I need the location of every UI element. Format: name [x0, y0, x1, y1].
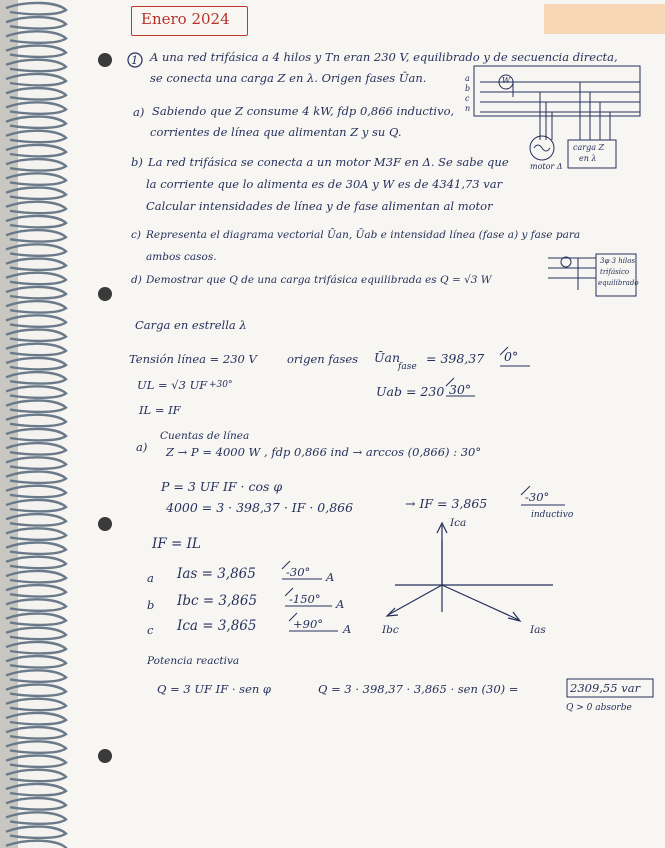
phasor-ica-label: Ica [450, 517, 467, 529]
q-note: Q > 0 absorbe [566, 703, 632, 713]
row-b-angle: -150° [289, 592, 321, 606]
part-c-label: c) [131, 229, 141, 241]
phase-label-b: b [465, 84, 471, 93]
solution-heading: Carga en estrella λ [135, 318, 247, 332]
problem-number: 1 [131, 53, 139, 67]
q-numeric: Q = 3 · 398,37 · 3,865 · sen (30) = [318, 682, 519, 696]
row-b-unit: A [336, 597, 345, 611]
z-power-line: Z → P = 4000 W , fdp 0,866 ind → arccos (0,866) : 30° [166, 445, 482, 459]
il-relation: IL = IF [139, 403, 181, 417]
part-c-line-1: Representa el diagrama vectorial Ūan, Ūab e intensidad línea (fase a) y fase para [146, 229, 581, 241]
diagram2-label-3: equilibrado [598, 279, 639, 287]
uan-symbol: Ūan [374, 350, 401, 365]
diagram2-label-1: 3φ 3 hilos [600, 257, 636, 265]
statement-line-2: se conecta una carga Z en λ. Origen fases Ūan. [150, 71, 427, 85]
part-d-label: d) [131, 274, 142, 286]
row-a-angle: -30° [286, 565, 311, 579]
part-b-line-3: Calcular intensidades de línea y de fase alimentan al motor [146, 199, 493, 213]
load-label-1: carga Z [573, 143, 605, 152]
phase-label-a: a [465, 74, 470, 83]
p-formula: P = 3 UF IF · cos φ [161, 479, 283, 494]
statement-line-1: A una red trifásica a 4 hilos y Tn eran 230 V, equilibrado y de secuencia directa, [150, 50, 618, 64]
ul-angle: +30° [209, 380, 233, 390]
uan-subscript: fase [398, 362, 417, 372]
row-a-unit: A [326, 570, 335, 584]
potencia-reactiva: Potencia reactiva [147, 655, 240, 667]
row-a-value: Ias = 3,865 [177, 566, 256, 582]
ul-relation: UL = √3 UF [137, 378, 208, 392]
if-eq-il: IF = IL [152, 536, 201, 552]
row-c-angle: +90° [293, 617, 324, 631]
phase-label-c: c [465, 94, 470, 103]
uan-angle: 0° [504, 349, 519, 364]
part-b-label: b) [131, 155, 143, 169]
motor-label: motor Δ [530, 162, 563, 171]
row-a-prefix: a [147, 571, 154, 585]
if-angle: -30° [525, 490, 550, 504]
part-c-line-2: ambos casos. [146, 251, 217, 263]
if-result: → IF = 3,865 [405, 496, 488, 511]
part-a-solution-label: a) [136, 440, 148, 454]
row-c-value: Ica = 3,865 [177, 618, 257, 634]
part-a-label: a) [133, 105, 145, 119]
row-b-value: Ibc = 3,865 [177, 593, 258, 609]
phasor-ibc-label: Ibc [382, 624, 399, 636]
row-c-unit: A [343, 622, 352, 636]
part-b-line-2: la corriente que lo alimenta es de 30A y W es de 4341,73 var [146, 177, 503, 191]
phasor-ias-label: Ias [530, 624, 546, 636]
q-result: 2309,55 var [570, 681, 641, 695]
row-c-prefix: c [147, 623, 154, 637]
p-numeric: 4000 = 3 · 398,37 · IF · 0,866 [166, 500, 354, 515]
phase-label-n: n [465, 104, 471, 113]
page-title: Enero 2024 [141, 10, 230, 28]
diagram2-label-2: trifásico [600, 268, 630, 276]
ias-vector [442, 585, 519, 620]
origen-fases: origen fases [287, 352, 359, 366]
load-label-2: en λ [579, 154, 597, 163]
uan-value: = 398,37 [426, 351, 485, 366]
uab-value: Uab = 230 [376, 384, 445, 399]
part-a-line-1: Sabiendo que Z consume 4 kW, fdp 0,866 inductivo, [152, 104, 455, 118]
cuentas-linea: Cuentas de línea [160, 430, 250, 442]
ibc-vector [388, 585, 442, 615]
if-note: inductivo [531, 510, 574, 520]
part-b-line-1: La red trifásica se conecta a un motor M3F en Δ. Se sabe que [148, 155, 509, 169]
tension-linea: Tensión línea = 230 V [129, 352, 257, 366]
uab-angle: 30° [449, 382, 472, 397]
wattmeter-label: W [502, 76, 511, 85]
row-b-prefix: b [147, 598, 155, 612]
q-formula: Q = 3 UF IF · sen φ [157, 682, 271, 696]
part-a-line-2: corrientes de línea que alimentan Z y su Q. [150, 125, 402, 139]
part-d-line-1: Demostrar que Q de una carga trifásica equilibrada es Q = √3 W [146, 274, 492, 286]
